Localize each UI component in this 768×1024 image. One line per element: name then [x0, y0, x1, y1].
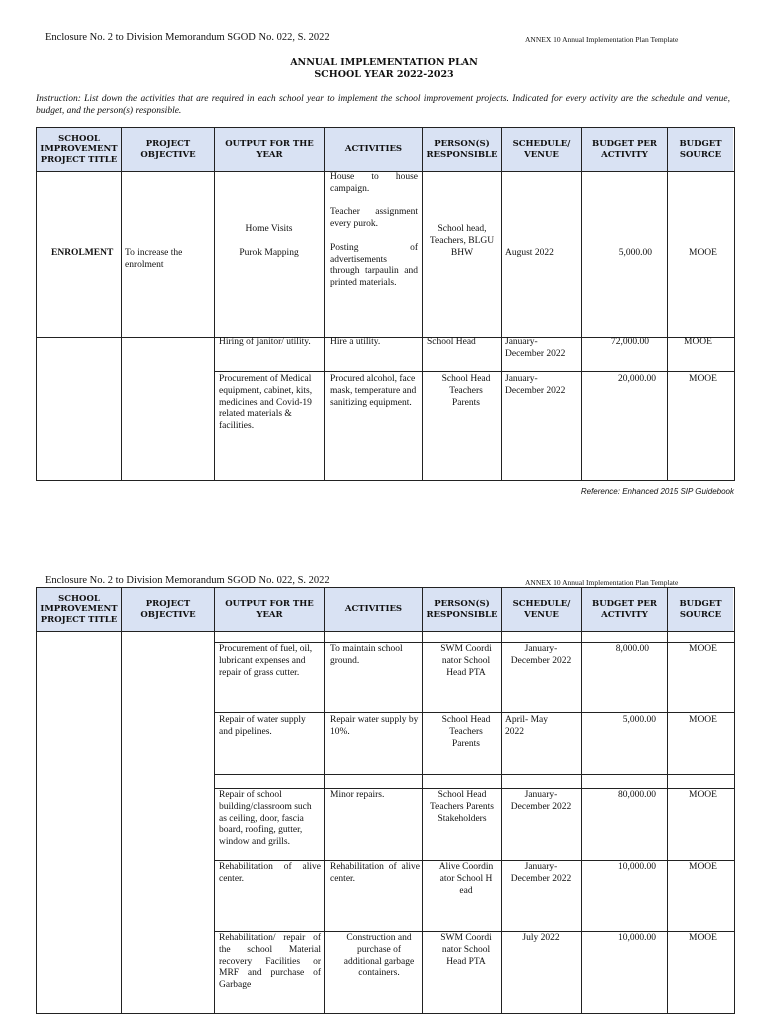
- instruction-text: Instruction: List down the activities that are required in each school year to implement the school improvement projects. Indicated for every activity are the schedule and venue, budget, and the person(s) responsible.: [36, 94, 730, 116]
- col-header-output: OUTPUT FOR THE YEAR: [225, 139, 314, 160]
- output-cell: Rehabilitation/ repair of the school Material recovery Facilities or MRF and purchase of Garbage: [219, 933, 321, 991]
- activities-cell: Hire a utility.: [330, 337, 381, 347]
- activities-cell: To maintain school ground.: [330, 644, 403, 666]
- budget-cell: 10,000.00: [618, 933, 656, 943]
- project-title: ENROLMENT: [51, 248, 114, 258]
- source-cell: MOOE: [689, 374, 717, 384]
- col-header-persons: PERSON(S) RESPONSIBLE: [426, 139, 498, 160]
- output-cell: Procurement of Medical equipment, cabinet, kits, medicines and Covid-19 related materials & facilities.: [219, 374, 313, 432]
- header-right: ANNEX 10 Annual Implementation Plan Template: [525, 35, 679, 44]
- col-header-output: OUTPUT FOR THE YEAR: [225, 599, 314, 620]
- source-cell: MOOE: [689, 644, 717, 654]
- persons-cell: School head, Teachers, BLGU BHW: [429, 224, 495, 258]
- col-header-activities: ACTIVITIES: [344, 604, 403, 615]
- schedule-cell: January-December 2022: [510, 790, 572, 812]
- output-cell: Home Visits Purok Mapping: [239, 224, 299, 258]
- budget-cell: 5,000.00: [618, 248, 652, 258]
- schedule-cell: January-December 2022: [510, 862, 572, 884]
- schedule-cell: July 2022: [522, 933, 560, 943]
- activities-cell: House to house campaign. Teacher assignment every purok. Posting of advertisements through tarpaulin and printed materials.: [330, 172, 418, 289]
- output-cell: Rehabilitation of alive center.: [219, 862, 321, 884]
- source-cell: MOOE: [689, 248, 717, 258]
- budget-cell: 20,000.00: [618, 374, 656, 384]
- col-header-activities: ACTIVITIES: [344, 144, 403, 155]
- persons-cell: School Head Teachers Parents: [441, 715, 491, 749]
- reference-note: Reference: Enhanced 2015 SIP Guidebook: [580, 487, 734, 496]
- project-objective: To increase the enrolment: [125, 248, 183, 270]
- col-header-source: BUDGET SOURCE: [679, 599, 722, 620]
- header-left: Enclosure No. 2 to Division Memorandum SGOD No. 022, S. 2022: [45, 32, 330, 43]
- persons-cell: School Head Teachers Parents: [441, 374, 491, 408]
- output-cell: Hiring of janitor/ utility.: [219, 337, 311, 347]
- col-header-objective: PROJECT OBJECTIVE: [140, 139, 196, 160]
- header-left: Enclosure No. 2 to Division Memorandum SGOD No. 022, S. 2022: [45, 575, 330, 586]
- output-cell: Repair of school building/classroom such as ceiling, door, fascia board, roofing, gutter, window and grills.: [219, 790, 312, 848]
- header-right: ANNEX 10 Annual Implementation Plan Template: [525, 578, 679, 587]
- budget-cell: 8,000.00: [615, 644, 649, 654]
- budget-cell: 80,000.00: [618, 790, 656, 800]
- budget-cell: 5,000.00: [622, 715, 656, 725]
- persons-cell: SWM Coordinator School Head PTA: [440, 933, 492, 967]
- activities-cell: Repair water supply by 10%.: [330, 715, 419, 737]
- schedule-cell: January-December 2022: [510, 644, 572, 666]
- col-header-title: SCHOOL IMPROVEMENT PROJECT TITLE: [40, 593, 118, 625]
- activities-cell: Minor repairs.: [330, 790, 385, 800]
- schedule-cell: January-December 2022: [505, 374, 566, 396]
- col-header-budget: BUDGET PER ACTIVITY: [592, 599, 657, 620]
- persons-cell: Alive Coordinator School Head: [438, 862, 494, 896]
- schedule-cell: January-December 2022: [505, 337, 566, 359]
- doc-subtitle: SCHOOL YEAR 2022-2023: [314, 69, 454, 80]
- source-cell: MOOE: [689, 790, 717, 800]
- output-cell: Procurement of fuel, oil, lubricant expenses and repair of grass cutter.: [219, 644, 313, 678]
- col-header-title: SCHOOL IMPROVEMENT PROJECT TITLE: [40, 133, 118, 165]
- schedule-cell: April- May 2022: [505, 715, 549, 737]
- col-header-schedule: SCHEDULE/ VENUE: [512, 139, 571, 160]
- source-cell: MOOE: [689, 933, 717, 943]
- source-cell: MOOE: [684, 337, 712, 347]
- schedule-cell: August 2022: [505, 248, 554, 258]
- source-cell: MOOE: [689, 862, 717, 872]
- col-header-persons: PERSON(S) RESPONSIBLE: [426, 599, 498, 620]
- activities-cell: Rehabilitation of alive center.: [330, 862, 420, 884]
- col-header-schedule: SCHEDULE/ VENUE: [512, 599, 571, 620]
- output-cell: Repair of water supply and pipelines.: [219, 715, 306, 737]
- activities-cell: Procured alcohol, face mask, temperature and sanitizing equipment.: [330, 374, 417, 408]
- budget-cell: 72,000.00: [611, 337, 649, 347]
- persons-cell: SWM Coordinator School Head PTA: [440, 644, 492, 678]
- col-header-budget: BUDGET PER ACTIVITY: [592, 139, 657, 160]
- col-header-objective: PROJECT OBJECTIVE: [140, 599, 196, 620]
- budget-cell: 10,000.00: [618, 862, 656, 872]
- doc-title: ANNUAL IMPLEMENTATION PLAN: [290, 57, 478, 68]
- persons-cell: School Head Teachers Parents Stakeholders: [430, 790, 494, 824]
- col-header-source: BUDGET SOURCE: [679, 139, 722, 160]
- source-cell: MOOE: [689, 715, 717, 725]
- persons-cell: School Head: [427, 337, 476, 347]
- activities-cell: Construction and purchase of additional garbage containers.: [343, 933, 415, 979]
